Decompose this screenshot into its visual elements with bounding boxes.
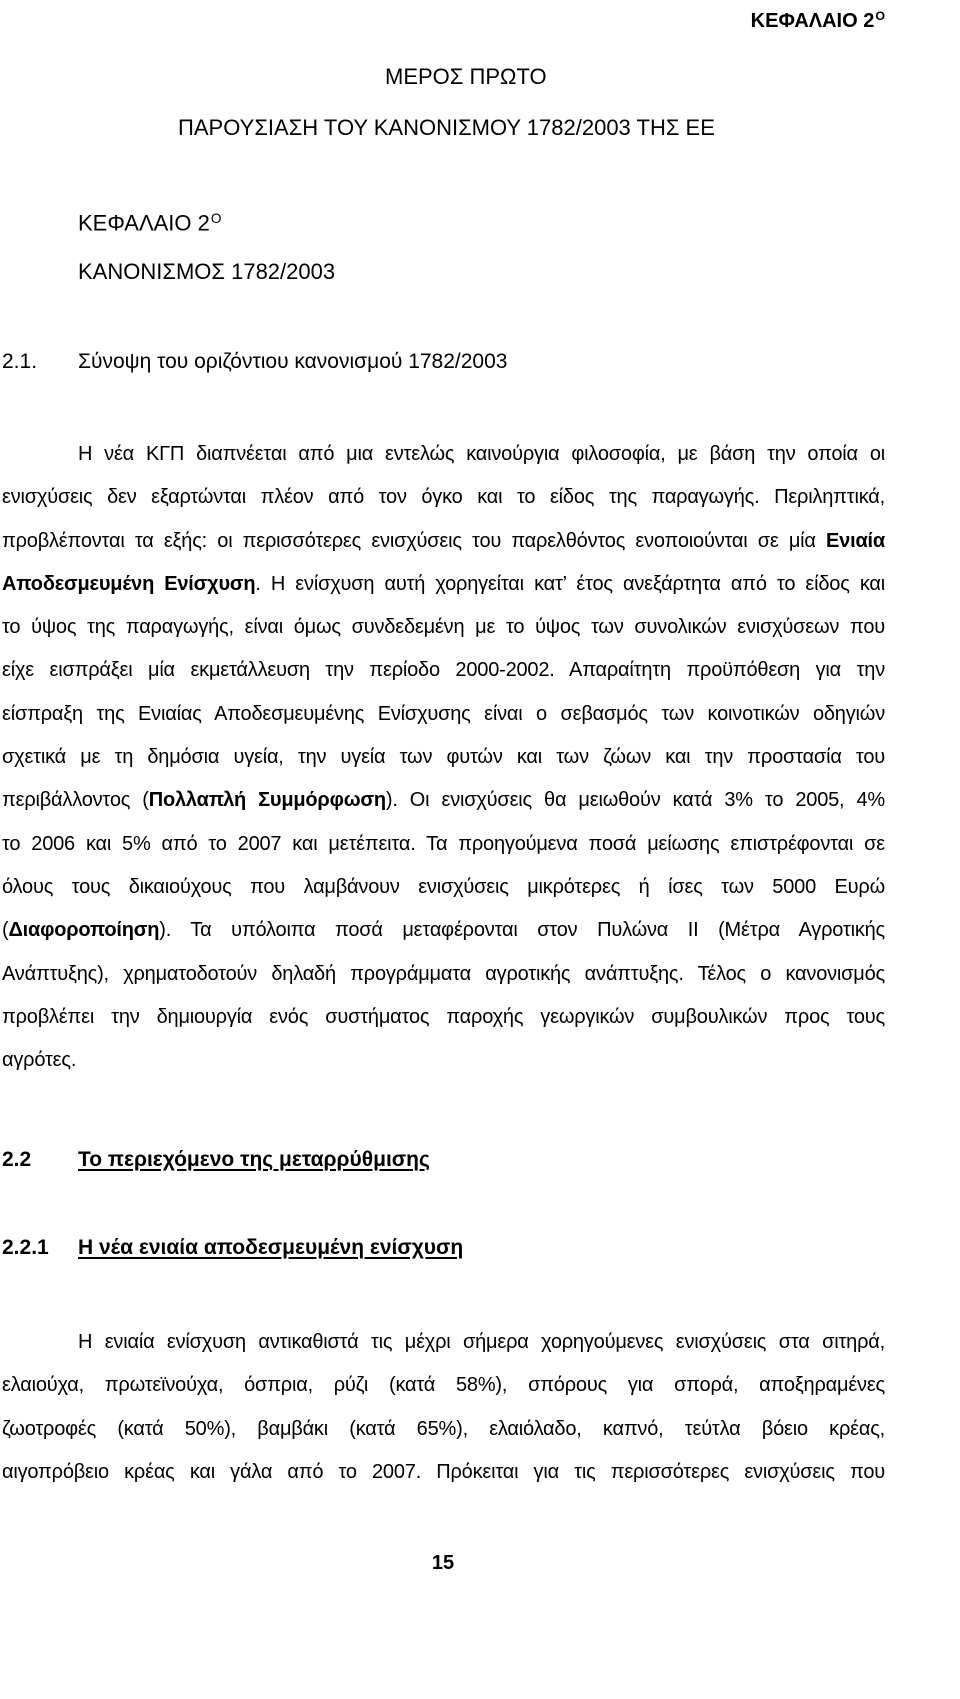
running-header-chapter: ΚΕΦΑΛΑΙΟ 2 <box>750 9 875 32</box>
paragraph-line <box>2 779 885 822</box>
text-run: αιγοπρόβειο κρέας και γάλα από το 2007. Πρόκειται για τις περισσότερες ενισχύσεις που <box>2 1460 885 1483</box>
text-run: το 2006 και 5% από το 2007 και μετέπειτα. Τα προηγούμενα ποσά μείωσης επιστρέφονται σε <box>2 832 885 855</box>
section-2-2-number: 2.2 <box>2 1148 32 1171</box>
chapter-subtitle: ΚΑΝΟΝΙΣΜΟΣ 1782/2003 <box>78 259 336 284</box>
paragraph-line <box>2 866 885 909</box>
text-run: περιβάλλοντος ( <box>2 789 149 812</box>
paragraph-line <box>2 563 885 606</box>
paragraph-line <box>2 909 885 952</box>
text-run: είσπραξη της Ενιαίας Αποδεσμευμένης Ενίσχυσης είναι ο σεβασμός των κοινοτικών οδηγιών <box>2 702 885 725</box>
bold-term: Διαφοροποίηση <box>8 919 160 942</box>
text-run: ( <box>2 919 9 942</box>
paragraph-line <box>2 1039 885 1082</box>
text-run: Η ενιαία ενίσχυση αντικαθιστά τις μέχρι σήμερα χορηγούμενες ενισχύσεις στα σιτηρά, <box>78 1331 885 1353</box>
paragraph-line <box>2 1364 885 1407</box>
running-header-superscript: Ο <box>875 9 885 23</box>
paragraph-line <box>2 1321 885 1364</box>
text-run: είχε εισπράξει μία εκμετάλλευση την περίοδο 2000-2002. Απαραίτητη προϋπόθεση για την <box>2 659 885 682</box>
section-2-2-title: Το περιεχόμενο της μεταρρύθμισης <box>78 1148 430 1171</box>
text-run: προβλέπονται τα εξής: οι περισσότερες ενισχύσεις του παρελθόντος ενοποιούνται σε μία <box>2 529 827 552</box>
paragraph-line <box>2 476 885 519</box>
text-run: ελαιούχα, πρωτεϊνούχα, όσπρια, ρύζι (κατά 58%), σπόρους για σπορά, αποξηραμένες <box>2 1374 885 1397</box>
paragraph-line <box>2 693 885 736</box>
paragraph-line <box>2 953 885 996</box>
text-run: ενισχύσεις δεν εξαρτώνται πλέον από τον όγκο και το είδος της παραγωγής. Περιληπτικά, <box>2 486 885 509</box>
paragraph-line <box>2 736 885 779</box>
text-run: ). Οι ενισχύσεις θα μειωθούν κατά 3% το 2005, 4% <box>385 789 885 812</box>
text-run: σχετικά με τη δημόσια υγεία, την υγεία των φυτών και των ζώων και την προστασία του <box>2 746 885 769</box>
section-2-1-title: Σύνοψη του οριζόντιου κανονισμού 1782/2003 <box>78 350 508 373</box>
text-run: προβλέπει την δημιουργία ενός συστήματος παροχής γεωργικών συμβουλικών προς τους <box>2 1005 885 1028</box>
chapter-title-superscript: Ο <box>210 211 222 226</box>
text-run: ). Τα υπόλοιπα ποσά μεταφέρονται στον Πυλώνα ΙΙ (Μέτρα Αγροτικής <box>159 919 885 942</box>
paragraph-line <box>2 433 885 476</box>
section-2-2-1-number: 2.2.1 <box>2 1236 49 1259</box>
paragraph-line <box>2 1408 885 1451</box>
text-run: όλους τους δικαιούχους που λαμβάνουν ενισχύσεις μικρότερες ή ίσες των 5000 Ευρώ <box>2 875 885 898</box>
bold-term: Αποδεσμευμένη Ενίσχυση <box>2 572 256 595</box>
paragraph-line <box>2 520 885 563</box>
part-subtitle: ΠΑΡΟΥΣΙΑΣΗ ΤΟΥ ΚΑΝΟΝΙΣΜΟΥ 1782/2003 ΤΗΣ ΕΕ <box>178 115 715 140</box>
text-run: Η νέα ΚΓΠ διαπνέεται από μια εντελώς καινούργια φιλοσοφία, με βάση την οποία οι <box>78 443 885 465</box>
section-2-2-1-paragraph <box>2 1321 885 1494</box>
chapter-title-text: ΚΕΦΑΛΑΙΟ 2 <box>78 210 210 236</box>
section-2-2-1-title: Η νέα ενιαία αποδεσμευμένη ενίσχυση <box>78 1236 464 1259</box>
page-number: 15 <box>431 1552 455 1574</box>
paragraph-line <box>2 606 885 649</box>
bold-term: Ενιαία <box>826 529 885 552</box>
paragraph-line <box>2 996 885 1039</box>
text-run: το ύψος της παραγωγής, είναι όμως συνδεδεμένη με το ύψος των συνολικών ενισχύσεων που <box>2 616 885 639</box>
paragraph-line <box>2 823 885 866</box>
chapter-title <box>78 204 222 239</box>
paragraph-line <box>2 1451 885 1494</box>
text-run: Ανάπτυξης), χρηματοδοτούν δηλαδή προγράμματα αγροτικής ανάπτυξης. Τέλος ο κανονισμός <box>2 962 885 985</box>
section-2-1-paragraph <box>2 433 885 1082</box>
text-run: αγρότες. <box>2 1049 77 1072</box>
part-title: ΜΕΡΟΣ ΠΡΩΤΟ <box>385 64 547 89</box>
text-run: . Η ενίσχυση αυτή χορηγείται κατ’ έτος ανεξάρτητα από το είδος και <box>255 572 885 595</box>
bold-term: Πολλαπλή Συμμόρφωση <box>148 789 386 812</box>
running-header <box>751 1 885 36</box>
section-2-1-number: 2.1. <box>2 350 38 373</box>
text-run: ζωοτροφές (κατά 50%), βαμβάκι (κατά 65%), ελαιόλαδο, καπνό, τεύτλα βόειο κρέας, <box>2 1417 885 1440</box>
paragraph-line <box>2 649 885 692</box>
